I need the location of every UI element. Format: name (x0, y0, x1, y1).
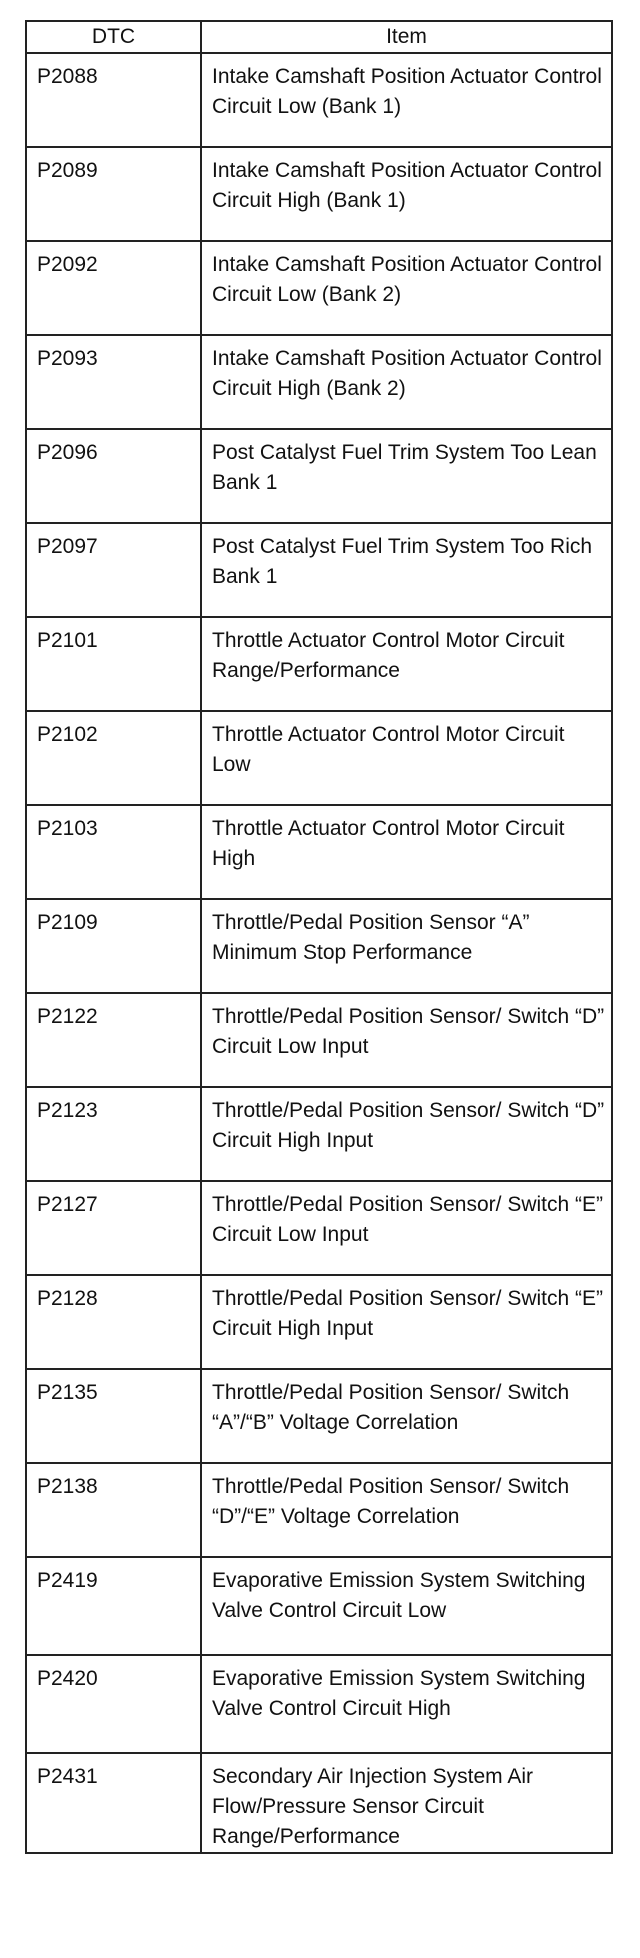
dtc-code: P2089 (26, 147, 201, 241)
dtc-code: P2419 (26, 1557, 201, 1655)
dtc-code: P2093 (26, 335, 201, 429)
dtc-code: P2088 (26, 53, 201, 147)
table-row (26, 899, 612, 993)
table-row (26, 147, 612, 241)
table-row (26, 617, 612, 711)
table-row (26, 523, 612, 617)
dtc-code: P2109 (26, 899, 201, 993)
dtc-code: P2138 (26, 1463, 201, 1557)
dtc-item: Throttle/Pedal Position Sensor/ Switch “E” Circuit Low Input (201, 1181, 612, 1275)
table-row (26, 241, 612, 335)
table-header-row (26, 21, 612, 53)
table-row (26, 1181, 612, 1275)
table-row (26, 1087, 612, 1181)
dtc-code: P2092 (26, 241, 201, 335)
table-row (26, 993, 612, 1087)
table-row (26, 1275, 612, 1369)
dtc-item: Secondary Air Injection System Air Flow/Pressure Sensor Circuit Range/Performance (201, 1753, 612, 1853)
table-row (26, 1369, 612, 1463)
dtc-item: Intake Camshaft Position Actuator Control Circuit Low (Bank 2) (201, 241, 612, 335)
dtc-item: Throttle Actuator Control Motor Circuit Range/Performance (201, 617, 612, 711)
dtc-code: P2096 (26, 429, 201, 523)
dtc-code: P2127 (26, 1181, 201, 1275)
dtc-code: P2420 (26, 1655, 201, 1753)
table-row (26, 335, 612, 429)
header-dtc: DTC (26, 21, 201, 53)
table-row (26, 1557, 612, 1655)
table-row (26, 711, 612, 805)
dtc-item: Throttle Actuator Control Motor Circuit Low (201, 711, 612, 805)
dtc-item: Throttle/Pedal Position Sensor/ Switch “E” Circuit High Input (201, 1275, 612, 1369)
dtc-item: Post Catalyst Fuel Trim System Too Lean Bank 1 (201, 429, 612, 523)
dtc-item: Throttle/Pedal Position Sensor/ Switch “D”/“E” Voltage Correlation (201, 1463, 612, 1557)
dtc-item: Evaporative Emission System Switching Valve Control Circuit Low (201, 1557, 612, 1655)
dtc-table (25, 20, 613, 1854)
table-row (26, 1463, 612, 1557)
dtc-item: Intake Camshaft Position Actuator Control Circuit High (Bank 1) (201, 147, 612, 241)
dtc-code: P2123 (26, 1087, 201, 1181)
table-row (26, 1655, 612, 1753)
dtc-code: P2103 (26, 805, 201, 899)
dtc-code: P2135 (26, 1369, 201, 1463)
table-row (26, 805, 612, 899)
dtc-item: Throttle/Pedal Position Sensor/ Switch “D” Circuit Low Input (201, 993, 612, 1087)
dtc-code: P2128 (26, 1275, 201, 1369)
dtc-item: Throttle Actuator Control Motor Circuit High (201, 805, 612, 899)
dtc-item: Evaporative Emission System Switching Valve Control Circuit High (201, 1655, 612, 1753)
dtc-code: P2122 (26, 993, 201, 1087)
dtc-item: Throttle/Pedal Position Sensor/ Switch “A”/“B” Voltage Correlation (201, 1369, 612, 1463)
table-row (26, 1753, 612, 1853)
dtc-item: Intake Camshaft Position Actuator Control Circuit Low (Bank 1) (201, 53, 612, 147)
header-item: Item (201, 21, 612, 53)
dtc-item: Throttle/Pedal Position Sensor “A” Minimum Stop Performance (201, 899, 612, 993)
dtc-item: Post Catalyst Fuel Trim System Too Rich Bank 1 (201, 523, 612, 617)
table-row (26, 53, 612, 147)
dtc-item: Intake Camshaft Position Actuator Control Circuit High (Bank 2) (201, 335, 612, 429)
dtc-item: Throttle/Pedal Position Sensor/ Switch “D” Circuit High Input (201, 1087, 612, 1181)
dtc-code: P2431 (26, 1753, 201, 1853)
dtc-code: P2101 (26, 617, 201, 711)
dtc-code: P2102 (26, 711, 201, 805)
dtc-code: P2097 (26, 523, 201, 617)
table-row (26, 429, 612, 523)
